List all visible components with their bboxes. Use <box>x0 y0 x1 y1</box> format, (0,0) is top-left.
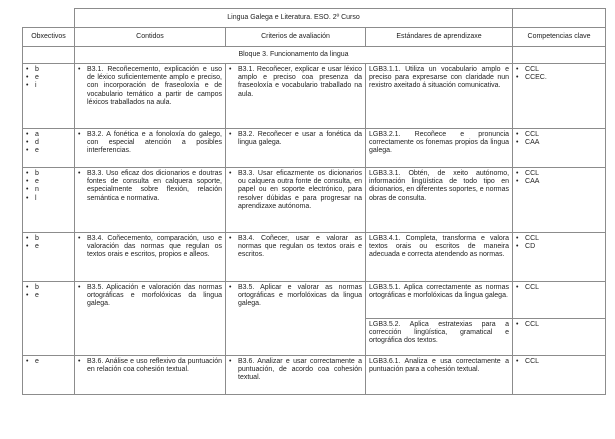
competence-item: • CCEC. <box>516 74 602 82</box>
content-item: • B3.3. Uso eficaz dos dicionarios e doutras fontes de consulta en calquera soporte, especialmente sobre flexión, relación semántica e normativa. <box>78 170 222 203</box>
objective-item: • e <box>26 147 71 155</box>
standards-cell: LGB3.3.1. Obtén, de xeito autónomo, información lingüística de todo tipo en dicionarios, en diferentes soportes, e normas obras de consulta. <box>366 168 513 233</box>
objective-item: • n <box>26 186 71 194</box>
competence-item: • CD <box>516 243 602 251</box>
table-row <box>23 233 606 282</box>
content-cell <box>75 233 226 282</box>
content-cell <box>75 168 226 233</box>
objective-item: • i <box>26 82 71 90</box>
criteria-cell <box>226 233 366 282</box>
objective-item: • d <box>26 139 71 147</box>
competence-item: • CCL <box>516 170 602 178</box>
content-item: • B3.6. Análise e uso reflexivo da puntuación en relación coa cohesión textual. <box>78 358 222 374</box>
title-row-blank <box>513 9 606 28</box>
competences-cell <box>513 64 606 129</box>
header-contents: Contidos <box>75 28 226 47</box>
header-standards: Estándares de aprendizaxe <box>366 28 513 47</box>
competences-cell <box>513 282 606 319</box>
objective-item: • a <box>26 131 71 139</box>
criteria-cell <box>226 64 366 129</box>
competence-item: • CCL <box>516 321 602 329</box>
competences-cell <box>513 356 606 395</box>
standards-cell: LGB3.2.1. Recoñece e pronuncia correctamente os fonemas propios da lingua galega. <box>366 129 513 168</box>
objective-item: • e <box>26 74 71 82</box>
criteria-cell <box>226 356 366 395</box>
curriculum-table <box>22 8 606 395</box>
block-title: Bloque 3. Funcionamento da lingua <box>75 47 513 64</box>
objectives-cell <box>23 356 75 395</box>
objective-item: • e <box>26 178 71 186</box>
competence-item: • CCL <box>516 131 602 139</box>
criteria-item: • B3.6. Analizar e usar correctamente a puntuación, de acordo coa cohesión textual. <box>229 358 362 383</box>
criteria-item: • B3.2. Recoñecer e usar a fonética da lingua galega. <box>229 131 362 147</box>
title-row <box>23 9 606 28</box>
objective-item: • b <box>26 235 71 243</box>
competences-cell <box>513 129 606 168</box>
objectives-cell <box>23 64 75 129</box>
content-item: • B3.5. Aplicación e valoración das normas ortográficas e morfolóxicas da lingua galega. <box>78 284 222 309</box>
criteria-cell <box>226 168 366 233</box>
competences-cell <box>513 233 606 282</box>
standards-cell: LGB3.1.1. Utiliza un vocabulario amplo e preciso para expresarse con claridade nun rexistro axeitado á situación comunicativa. <box>366 64 513 129</box>
objective-item: • e <box>26 292 71 300</box>
content-cell <box>75 64 226 129</box>
objectives-cell <box>23 129 75 168</box>
standards-cell: LGB3.5.1. Aplica correctamente as normas ortográficas e morfolóxicas da lingua galega. <box>366 282 513 319</box>
standards-cell: LGB3.5.2. Aplica estratexias para a corrección lingüística, gramatical e ortográfica dos textos. <box>366 319 513 356</box>
competences-cell <box>513 319 606 356</box>
table-row <box>23 64 606 129</box>
header-competences: Competencias clave <box>513 28 606 47</box>
objectives-cell <box>23 282 75 356</box>
objective-item: • e <box>26 243 71 251</box>
standards-cell: LGB3.6.1. Analiza e usa correctamente a puntuación para a cohesión textual. <box>366 356 513 395</box>
table-row <box>23 356 606 395</box>
content-item: • B3.1. Recoñecemento, explicación e uso de léxico suficientemente amplo e preciso, con incorporación de fraseoloxía e de vocabulario temático a partir de campos léxicos traballados na aula. <box>78 66 222 107</box>
objectives-cell <box>23 168 75 233</box>
competence-item: • CCL <box>516 235 602 243</box>
content-item: • B3.2. A fonética e a fonoloxía do galego, con especial atención a posibles interferencias. <box>78 131 222 156</box>
objective-item: • b <box>26 284 71 292</box>
criteria-item: • B3.4. Coñecer, usar e valorar as normas que regulan os textos orais e escritos. <box>229 235 362 260</box>
header-criteria: Criterios de avaliación <box>226 28 366 47</box>
objectives-cell <box>23 233 75 282</box>
objective-item: • b <box>26 66 71 74</box>
content-cell <box>75 356 226 395</box>
content-cell <box>75 129 226 168</box>
competence-item: • CAA <box>516 178 602 186</box>
header-objectives: Obxectivos <box>23 28 75 47</box>
header-row <box>23 28 606 47</box>
table-row <box>23 168 606 233</box>
objective-item: • e <box>26 358 71 366</box>
competences-cell <box>513 168 606 233</box>
competence-item: • CCL <box>516 284 602 292</box>
table-row <box>23 282 606 319</box>
objective-item: • b <box>26 170 71 178</box>
block-row <box>23 47 606 64</box>
criteria-item: • B3.5. Aplicar e valorar as normas ortográficas e morfolóxicas da lingua galega. <box>229 284 362 309</box>
competence-item: • CCL <box>516 66 602 74</box>
criteria-cell <box>226 282 366 356</box>
objective-item: • l <box>26 195 71 203</box>
curriculum-table-wrapper <box>22 8 606 395</box>
table-title: Lingua Galega e Literatura. ESO. 2º Curso <box>75 9 513 28</box>
competence-item: • CAA <box>516 139 602 147</box>
table-row <box>23 129 606 168</box>
content-item: • B3.4. Coñecemento, comparación, uso e valoración das normas que regulan os textos orais e escritos, propios e alleos. <box>78 235 222 260</box>
criteria-item: • B3.1. Recoñecer, explicar e usar léxico amplo e preciso coa presenza da fraseoloxía e vocabulario traballado na aula. <box>229 66 362 99</box>
standards-cell: LGB3.4.1. Completa, transforma e valora textos orais ou escritos de maneira adecuada e correcta atendendo as normas. <box>366 233 513 282</box>
criteria-item: • B3.3. Usar eficazmente os dicionarios ou calquera outra fonte de consulta, en papel ou en soporte electrónico, para resolver dúbidas e para progresar na aprendizaxe autónoma. <box>229 170 362 211</box>
criteria-cell <box>226 129 366 168</box>
competence-item: • CCL <box>516 358 602 366</box>
content-cell <box>75 282 226 356</box>
